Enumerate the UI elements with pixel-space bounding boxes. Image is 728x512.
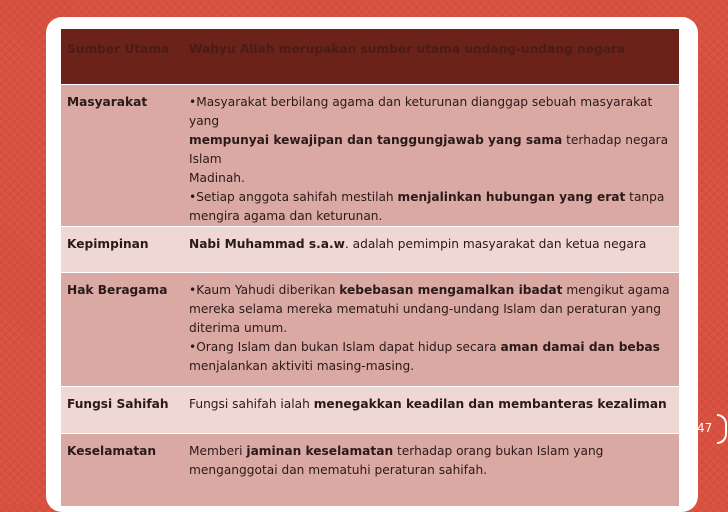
row-content [181,85,679,227]
row-content [181,434,679,507]
table-header-row [61,29,679,85]
emphasis-text: jaminan keselamatan [246,444,394,458]
table-row [61,273,679,387]
text-segment: •Orang Islam dan bukan Islam dapat hidup secara [189,340,501,354]
emphasis-text: menjalinkan hubungan yang erat [397,190,626,204]
row-text-line [189,131,673,169]
text-segment: menganggotai dan mematuhi peraturan sahifah. [189,463,488,477]
row-text-line [189,207,673,226]
text-segment: tanpa [625,190,665,204]
text-segment: . adalah pemimpin masyarakat dan ketua negara [344,237,647,251]
row-text-line [189,357,673,376]
table-row [61,434,679,507]
emphasis-text: mempunyai kewajipan dan tanggungjawab yang sama [189,133,563,147]
text-segment: terhadap negara Islam [189,133,669,166]
row-label: Keselamatan [61,434,181,507]
text-segment: menjalankan aktiviti masing-masing. [189,359,415,373]
row-label: Masyarakat [61,85,181,227]
text-segment: diterima umum. [189,321,288,335]
text-segment: mengira agama dan keturunan. [189,209,383,223]
row-label: Hak Beragama [61,273,181,387]
sahifah-table [61,28,679,507]
row-text-line [189,442,673,461]
row-content [181,227,679,273]
row-text-line [189,461,673,480]
header-text: Wahyu Allah merupakan sumber utama undang-undang negara [181,29,679,85]
row-text-line [189,235,673,254]
row-content [181,387,679,434]
row-text-line [189,395,673,414]
row-label: Fungsi Sahifah [61,387,181,434]
row-text-line [189,281,673,300]
text-segment: Madinah. [189,171,245,185]
header-label: Sumber Utama [61,29,181,85]
table-row [61,227,679,273]
text-segment: •Kaum Yahudi diberikan [189,283,340,297]
text-segment: mereka selama mereka mematuhi undang-undang Islam dan peraturan yang [189,302,661,316]
emphasis-text: aman damai dan bebas [500,340,660,354]
text-segment: mengikut agama [562,283,670,297]
row-text-line [189,188,673,207]
text-segment: Fungsi sahifah ialah [189,397,314,411]
text-segment: •Masyarakat berbilang agama dan keturunan dianggap sebuah masyarakat yang [189,95,653,128]
emphasis-text: menegakkan keadilan dan membanteras kezaliman [313,397,667,411]
row-label: Kepimpinan [61,227,181,273]
table-row [61,387,679,434]
text-segment: terhadap orang bukan Islam yang [393,444,604,458]
text-segment: •Setiap anggota sahifah mestilah [189,190,398,204]
table-row [61,85,679,227]
row-content [181,273,679,387]
row-text-line [189,338,673,357]
text-segment: Memberi [189,444,247,458]
emphasis-text: kebebasan mengamalkan ibadat [339,283,563,297]
emphasis-text: Nabi Muhammad s.a.w [189,237,345,251]
page-number: 47 [697,421,713,435]
row-text-line [189,93,673,131]
row-text-line [189,169,673,188]
row-text-line [189,300,673,319]
row-text-line [189,319,673,338]
bracket-decoration [717,414,727,444]
